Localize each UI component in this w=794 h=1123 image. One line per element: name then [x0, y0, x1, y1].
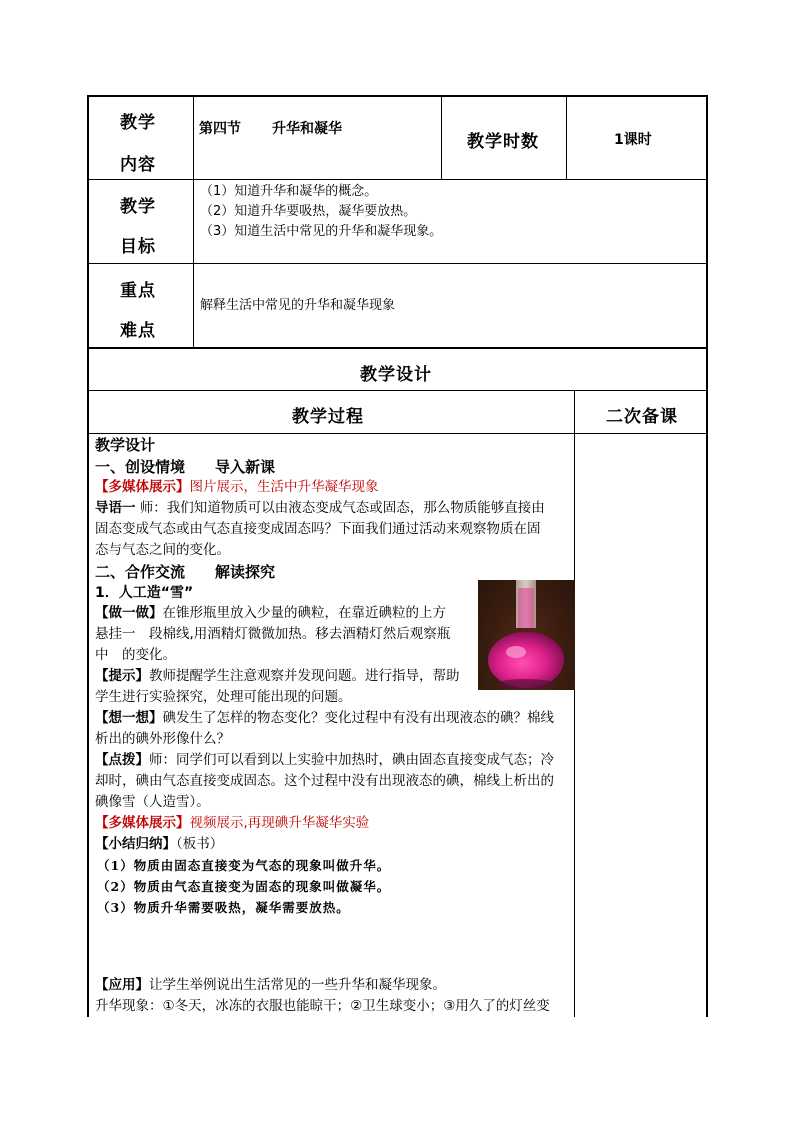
label-key-2: 难点: [120, 321, 156, 341]
point-paragraph: 【点拨】师：同学们可以看到以上实验中加热时，碘由固态直接变成气态；冷 却时，碘由气态直接变成固态。这个过程中没有出现液态的碘，棉线上析出的 碘像雪（人造雪）。: [95, 752, 554, 810]
media-line-2: 【多媒体展示】视频展示,再现碘升华凝华实验: [95, 815, 370, 831]
label-content-2: 内容: [120, 155, 156, 175]
label-objective-2: 目标: [120, 237, 156, 257]
apply-line: 【应用】让学生举例说出生活常见的一些升华和凝华现象。: [95, 977, 446, 993]
intro-paragraph: 导语一 师：我们知道物质可以由液态变成气态或固态，那么物质能够直接由 固态变成气态或由气态直接变成固态吗？下面我们通过活动来观察物质在固 态与气态之间的变化。: [95, 500, 545, 558]
label-key-1: 重点: [120, 281, 156, 301]
flask-photo: [478, 580, 575, 690]
subsection-1: 1．人工造“雪”: [95, 585, 194, 601]
hint-paragraph: 【提示】教师提醒学生注意观察并发现问题。进行指导，帮助 学生进行实验探究，处理可能出现的问题。: [95, 668, 460, 705]
sublimation-examples: 升华现象：①冬天，冰冻的衣服也能晾干；②卫生球变小；③用久了的灯丝变: [95, 998, 550, 1014]
lesson-title: 升华和凝华: [272, 121, 342, 137]
objective-3: （3）知道生活中常见的升华和凝华现象。: [200, 224, 443, 239]
label-content-1: 教学: [120, 113, 156, 133]
do-paragraph: 【做一做】在锥形瓶里放入少量的碘粒，在靠近碘粒的上方 悬挂一 段棉线,用酒精灯微微加热。移去酒精灯然后观察瓶 中 的变化。: [95, 605, 451, 663]
summary-item-1: （1）物质由固态直接变为气态的现象叫做升华。: [97, 858, 391, 873]
section-number: 第四节: [199, 121, 241, 137]
section2-title: 二、合作交流 解读探究: [95, 563, 276, 581]
objective-1: （1）知道升华和凝华的概念。: [200, 184, 378, 199]
think-paragraph: 【想一想】碘发生了怎样的物态变化？变化过程中有没有出现液态的碘？棉线 析出的碘外形像什么？: [95, 710, 554, 747]
summary-item-3: （3）物质升华需要吸热，凝华需要放热。: [97, 900, 350, 915]
objective-2: （2）知道升华要吸热，凝华要放热。: [200, 204, 417, 219]
label-objective-1: 教学: [120, 197, 156, 217]
backup-header: 二次备课: [606, 407, 678, 427]
content-heading: 教学设计: [95, 436, 156, 454]
design-header: 教学设计: [360, 365, 432, 385]
summary-title: 【小结归纳】（板书）: [95, 836, 224, 852]
summary-item-2: （2）物质由气态直接变为固态的现象叫做凝华。: [97, 879, 391, 894]
media-line-1: 【多媒体展示】图片展示，生活中升华凝华现象: [95, 479, 379, 495]
process-header: 教学过程: [292, 407, 364, 427]
iodine-flask-illustration: [478, 580, 575, 690]
hours-label: 教学时数: [467, 132, 539, 152]
hours-value: 1课时: [614, 132, 652, 148]
section1-title: 一、创设情境 导入新课: [95, 458, 276, 476]
key-points: 解释生活中常见的升华和凝华现象: [200, 298, 396, 313]
